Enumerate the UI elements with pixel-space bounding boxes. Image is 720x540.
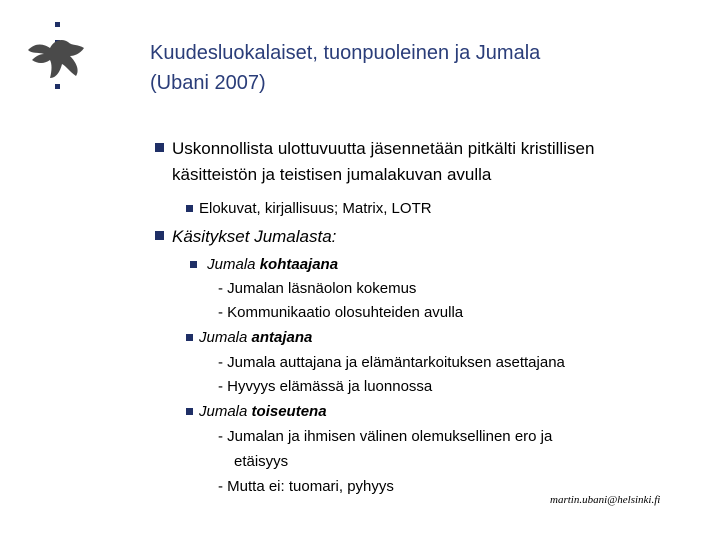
university-logo-icon: [22, 20, 92, 100]
square-bullet-icon: [190, 261, 197, 268]
square-bullet-icon: [186, 408, 193, 415]
group-2-strong: antajana: [251, 329, 313, 346]
square-bullet-icon: [186, 205, 193, 212]
list-item: - Mutta ei: tuomari, pyhyys: [218, 478, 394, 495]
square-bullet-icon: [155, 231, 164, 240]
list-item: - Hyvyys elämässä ja luonnossa: [218, 378, 433, 395]
bullet-1-sub-text: Elokuvat, kirjallisuus; Matrix, LOTR: [199, 200, 432, 217]
list-item: - Kommunikaatio olosuhteiden avulla: [218, 304, 464, 321]
bullet-2: [155, 224, 336, 250]
group-2-prefix: Jumala: [199, 329, 248, 346]
group-toiseutena: [186, 400, 327, 424]
bullet-1: [155, 136, 594, 188]
group-1-strong: kohtaajana: [259, 256, 339, 273]
list-item: etäisyys: [234, 453, 289, 470]
group-3-prefix: Jumala: [199, 403, 248, 420]
group-kohtaajana: [190, 253, 338, 277]
group-3-strong: toiseutena: [251, 403, 327, 420]
slide-title: [150, 38, 540, 98]
square-bullet-icon: [155, 143, 164, 152]
group-antajana: [186, 326, 312, 350]
list-item: - Jumalan ja ihmisen välinen olemuksellinen ero ja: [218, 428, 553, 445]
square-bullet-icon: [186, 334, 193, 341]
title-line-1: Kuudesluokalaiset, tuonpuoleinen ja Jumala: [150, 42, 541, 64]
bullet-1-line-1: Uskonnollista ulottuvuutta jäsennetään pitkälti kristillisen: [172, 139, 595, 158]
bullet-2-text: Käsitykset Jumalasta:: [172, 227, 337, 246]
bullet-1-sub: [186, 197, 432, 221]
footer-email: martin.ubani@helsinki.fi: [550, 494, 661, 506]
bullet-1-line-2: käsitteistön ja teistisen jumalakuvan avulla: [172, 165, 492, 184]
list-item: - Jumala auttajana ja elämäntarkoituksen asettajana: [218, 354, 565, 371]
title-line-2: (Ubani 2007): [150, 72, 266, 94]
list-item: - Jumalan läsnäolon kokemus: [218, 280, 417, 297]
group-1-prefix: Jumala: [207, 256, 256, 273]
